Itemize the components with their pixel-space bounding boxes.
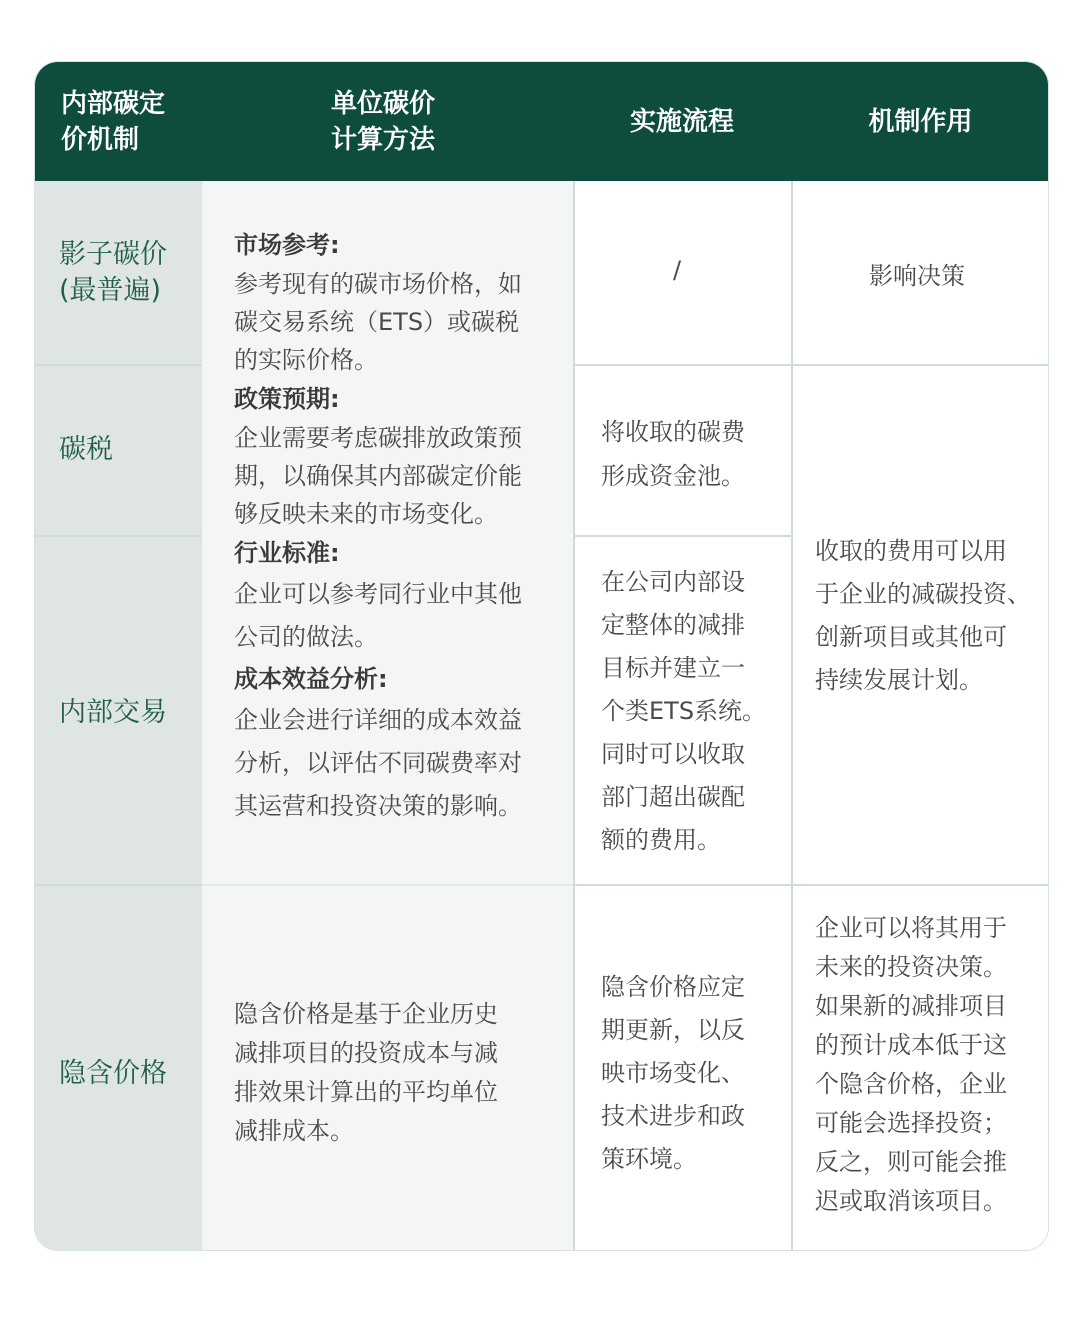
grid-line	[35, 535, 202, 537]
method-title-cost-benefit: 成本效益分析:	[234, 665, 388, 693]
row-label-shadow-price: 影子碳价 (最普遍)	[59, 239, 167, 306]
process-text-implicit: 隐含价格应定 期更新，以反 映市场变化、 技术进步和政 策环境。	[601, 973, 745, 1173]
table-header	[35, 62, 1048, 181]
method-text-market: 参考现有的碳市场价格，如 碳交易系统（ETS）或碳税 的实际价格。	[234, 270, 522, 374]
process-text-internal: 在公司内部设 定整体的减排 目标并建立一 个类ETS系统。 同时可以收取 部门超出碳配 额的费用。	[601, 568, 767, 854]
grid-line	[35, 364, 202, 366]
row-label-internal-trading: 内部交易	[59, 697, 167, 728]
effect-merged-cell	[791, 364, 1049, 884]
grid-line	[573, 181, 575, 1251]
process-text-tax: 将收取的碳费 形成资金池。	[601, 418, 745, 490]
row-label-carbon-tax: 碳税	[59, 434, 113, 465]
method-title-industry: 行业标准:	[234, 539, 340, 567]
row-label-cell-tax	[35, 364, 202, 535]
grid-line	[791, 181, 793, 1251]
method-merged-content	[234, 225, 564, 828]
grid-line	[573, 364, 1049, 366]
method-text-implicit: 隐含价格是基于企业历史 减排项目的投资成本与减 排效果计算出的平均单位 减排成本。	[234, 1000, 498, 1145]
process-text-shadow: /	[673, 256, 682, 284]
effect-text-shadow: 影响决策	[869, 262, 965, 290]
process-cell-internal	[573, 535, 791, 884]
row-label-implicit-price: 隐含价格	[59, 1058, 167, 1089]
effect-text-implicit: 企业可以将其用于 未来的投资决策。 如果新的减排项目 的预计成本低于这 个隐含价格，企业 可能会选择投资； 反之，则可能会推 迟或取消该项目。	[815, 914, 1007, 1215]
effect-cell-shadow	[791, 181, 1049, 364]
divider	[202, 884, 573, 886]
header-mechanism: 内部碳定 价机制	[61, 88, 166, 155]
effect-cell-implicit	[791, 884, 1049, 1251]
method-title-market: 市场参考:	[234, 231, 340, 259]
process-cell-shadow	[573, 181, 791, 364]
method-text-cost-benefit: 企业会进行详细的成本效益 分析，以评估不同碳费率对 其运营和投资决策的影响。	[234, 706, 522, 820]
header-process: 实施流程	[629, 106, 734, 137]
grid-line	[35, 884, 202, 886]
grid-line	[573, 884, 1049, 886]
process-cell-implicit	[573, 884, 791, 1251]
header-effect: 机制作用	[868, 106, 973, 137]
row-label-cell-internal	[35, 535, 202, 884]
grid-line	[573, 535, 791, 537]
effect-text-merged: 收取的费用可以用 于企业的减碳投资、 创新项目或其他可 持续发展计划。	[815, 537, 1031, 694]
row-label-cell-implicit	[35, 884, 202, 1251]
header-method: 单位碳价 计算方法	[331, 88, 436, 155]
process-cell-tax	[573, 364, 791, 535]
method-text-policy: 企业需要考虑碳排放政策预 期，以确保其内部碳定价能 够反映未来的市场变化。	[234, 424, 522, 528]
row-label-cell-shadow	[35, 181, 202, 364]
carbon-pricing-table	[34, 61, 1049, 1251]
method-text-industry: 企业可以参考同行业中其他 公司的做法。	[234, 580, 522, 651]
method-title-policy: 政策预期:	[234, 385, 340, 413]
